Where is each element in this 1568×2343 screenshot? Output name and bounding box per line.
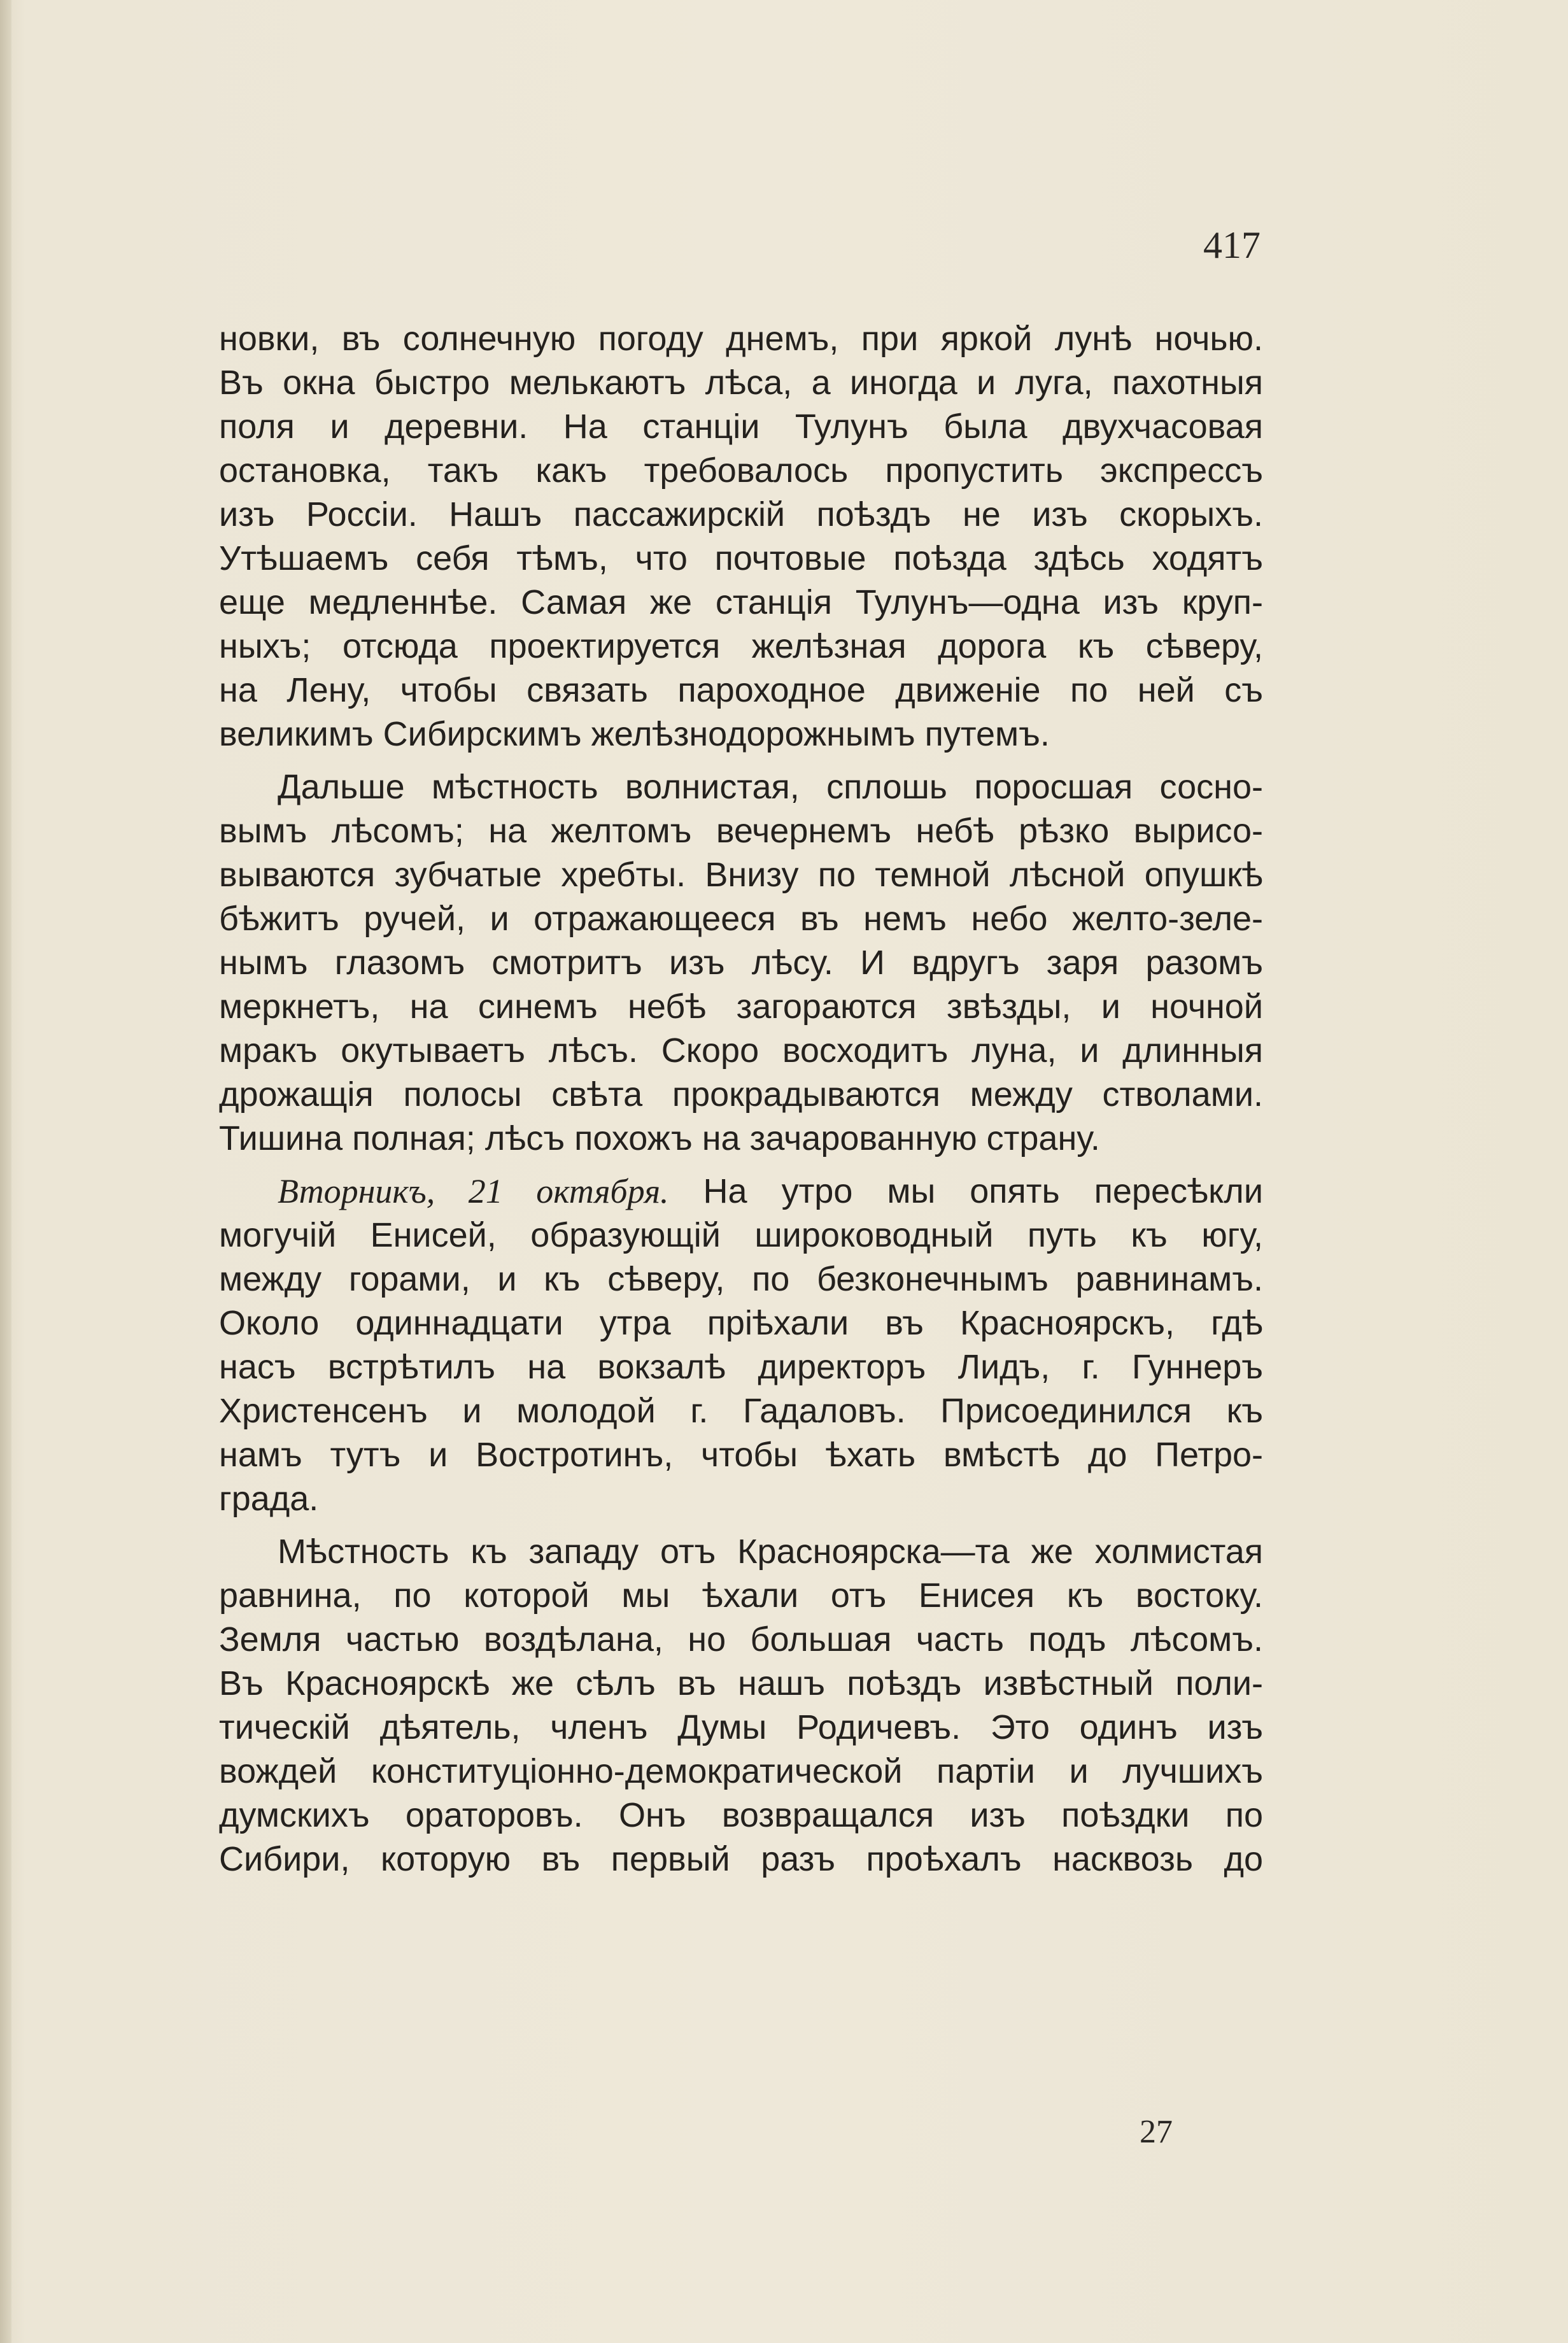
first-line-rest: На утро мы опять пересѣкли bbox=[703, 1172, 1263, 1210]
page-number: 417 bbox=[1203, 224, 1261, 266]
text-line: тическій дѣятель, членъ Думы Родичевъ. Это одинъ изъ bbox=[219, 1708, 1263, 1746]
text-line: града. bbox=[219, 1480, 319, 1518]
paragraph-2 bbox=[219, 765, 1263, 1161]
text-line: вымъ лѣсомъ; на желтомъ вечернемъ небѣ рѣзко вырисо- bbox=[219, 812, 1263, 850]
text-line: Христенсенъ и молодой г. Гадаловъ. Присоединился къ bbox=[219, 1392, 1263, 1430]
paragraph-3 bbox=[219, 1170, 1263, 1521]
text-line: вываются зубчатые хребты. Внизу по темной лѣсной опушкѣ bbox=[219, 856, 1263, 894]
text-line: могучій Енисей, образующій широководный путь къ югу, bbox=[219, 1216, 1263, 1254]
text-line: изъ Россіи. Нашъ пассажирскій поѣздъ не изъ скорыхъ. bbox=[219, 495, 1263, 534]
text-line: Въ Красноярскѣ же сѣлъ въ нашъ поѣздъ извѣстный поли- bbox=[219, 1664, 1263, 1702]
text-line: великимъ Сибирскимъ желѣзнодорожнымъ путемъ. bbox=[219, 715, 1050, 753]
text-line: еще медленнѣе. Самая же станція Тулунъ—одна изъ круп- bbox=[219, 583, 1263, 621]
text-line: на Лену, чтобы связать пароходное движеніе по ней съ bbox=[219, 671, 1263, 709]
text-line: ныхъ; отсюда проектируется желѣзная дорога къ сѣверу, bbox=[219, 627, 1263, 665]
text-line: остановка, такъ какъ требовалось пропустить экспрессъ bbox=[219, 451, 1263, 490]
text-line bbox=[219, 1170, 1263, 1214]
paragraph-1 bbox=[219, 317, 1263, 756]
text-line: Тишина полная; лѣсъ похожъ на зачарованную страну. bbox=[219, 1119, 1100, 1157]
text-line: мракъ окутываетъ лѣсъ. Скоро восходитъ луна, и длинныя bbox=[219, 1031, 1263, 1070]
binding-edge bbox=[0, 0, 11, 2343]
text-line: Около одиннадцати утра пріѣхали въ Красноярскъ, гдѣ bbox=[219, 1304, 1263, 1342]
text-line: намъ тутъ и Востротинъ, чтобы ѣхать вмѣстѣ до Петро- bbox=[219, 1436, 1263, 1474]
paragraph-4 bbox=[219, 1530, 1263, 1881]
text-line: Въ окна быстро мелькаютъ лѣса, а иногда и луга, пахотныя bbox=[219, 364, 1263, 402]
body-text bbox=[219, 317, 1263, 1881]
text-line: поля и деревни. На станціи Тулунъ была двухчасовая bbox=[219, 407, 1263, 446]
text-line: Земля частью воздѣлана, но большая часть подъ лѣсомъ. bbox=[219, 1620, 1263, 1659]
text-line: насъ встрѣтилъ на вокзалѣ директоръ Лидъ, г. Гуннеръ bbox=[219, 1348, 1263, 1386]
text-line: меркнетъ, на синемъ небѣ загораются звѣзды, и ночной bbox=[219, 987, 1263, 1026]
text-line: новки, въ солнечную погоду днемъ, при яркой лунѣ ночью. bbox=[219, 320, 1263, 358]
text-line: вождей конституціонно-демократической партіи и лучшихъ bbox=[219, 1752, 1263, 1790]
text-line: Утѣшаемъ себя тѣмъ, что почтовые поѣзда здѣсь ходятъ bbox=[219, 539, 1263, 577]
text-line: дрожащія полосы свѣта прокрадываются между стволами. bbox=[219, 1075, 1263, 1114]
text-line: равнина, по которой мы ѣхали отъ Енисея къ востоку. bbox=[219, 1576, 1263, 1615]
text-line: нымъ глазомъ смотритъ изъ лѣсу. И вдругъ заря разомъ bbox=[219, 944, 1263, 982]
date-heading: Вторникъ, 21 октября. bbox=[278, 1172, 669, 1210]
text-line: бѣжитъ ручей, и отражающееся въ немъ небо желто-зеле- bbox=[219, 900, 1263, 938]
text-line: Сибири, которую въ первый разъ проѣхалъ насквозь до bbox=[219, 1840, 1263, 1878]
text-line: думскихъ ораторовъ. Онъ возвращался изъ поѣздки по bbox=[219, 1796, 1263, 1834]
text-line: между горами, и къ сѣверу, по безконечнымъ равнинамъ. bbox=[219, 1260, 1263, 1298]
text-line: Дальше мѣстность волнистая, сплошь поросшая сосно- bbox=[278, 768, 1263, 806]
signature-mark: 27 bbox=[1140, 2114, 1173, 2150]
text-line: Мѣстность къ западу отъ Красноярска—та же холмистая bbox=[278, 1533, 1263, 1571]
